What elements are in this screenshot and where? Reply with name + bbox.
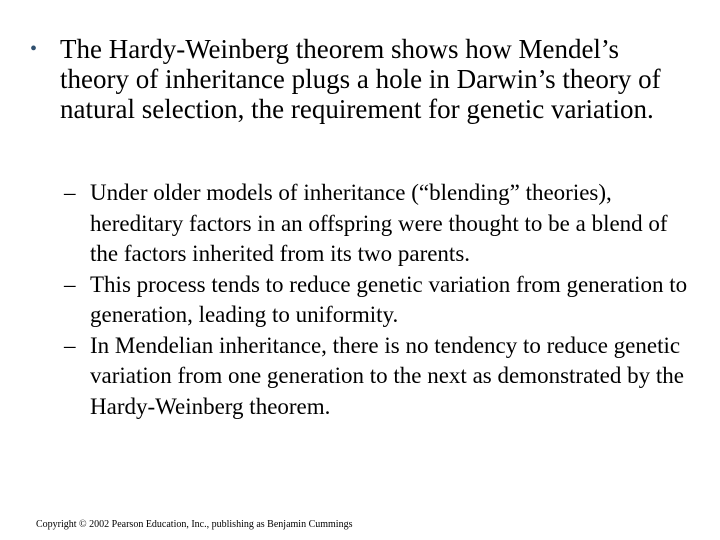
dash-icon: –: [64, 332, 76, 358]
bullet-icon: •: [30, 38, 38, 60]
main-point-text: The Hardy-Weinberg theorem shows how Mendel’s theory of inheritance plugs a hole in Darwin’s theory of natural selection, the requirement for genetic variation.: [60, 34, 661, 124]
sub-point-text: In Mendelian inheritance, there is no tendency to reduce genetic variation from one generation to the next as demonstrated by the Hardy-Weinberg theorem.: [90, 332, 684, 419]
sub-point-2: [64, 270, 694, 331]
main-bullet: [30, 34, 670, 124]
copyright-notice: Copyright © 2002 Pearson Education, Inc., publishing as Benjamin Cummings: [36, 519, 353, 530]
sub-point-text: Under older models of inheritance (“blending” theories), hereditary factors in an offspring were thought to be a blend of the factors inherited from its two parents.: [90, 180, 668, 266]
dash-icon: –: [64, 180, 76, 205]
sub-point-1: [64, 178, 694, 270]
sub-point-text: This process tends to reduce genetic variation from generation to generation, leading to uniformity.: [90, 271, 688, 327]
dash-icon: –: [64, 271, 76, 297]
sub-point-list: [64, 178, 694, 422]
sub-point-3: [64, 331, 694, 423]
